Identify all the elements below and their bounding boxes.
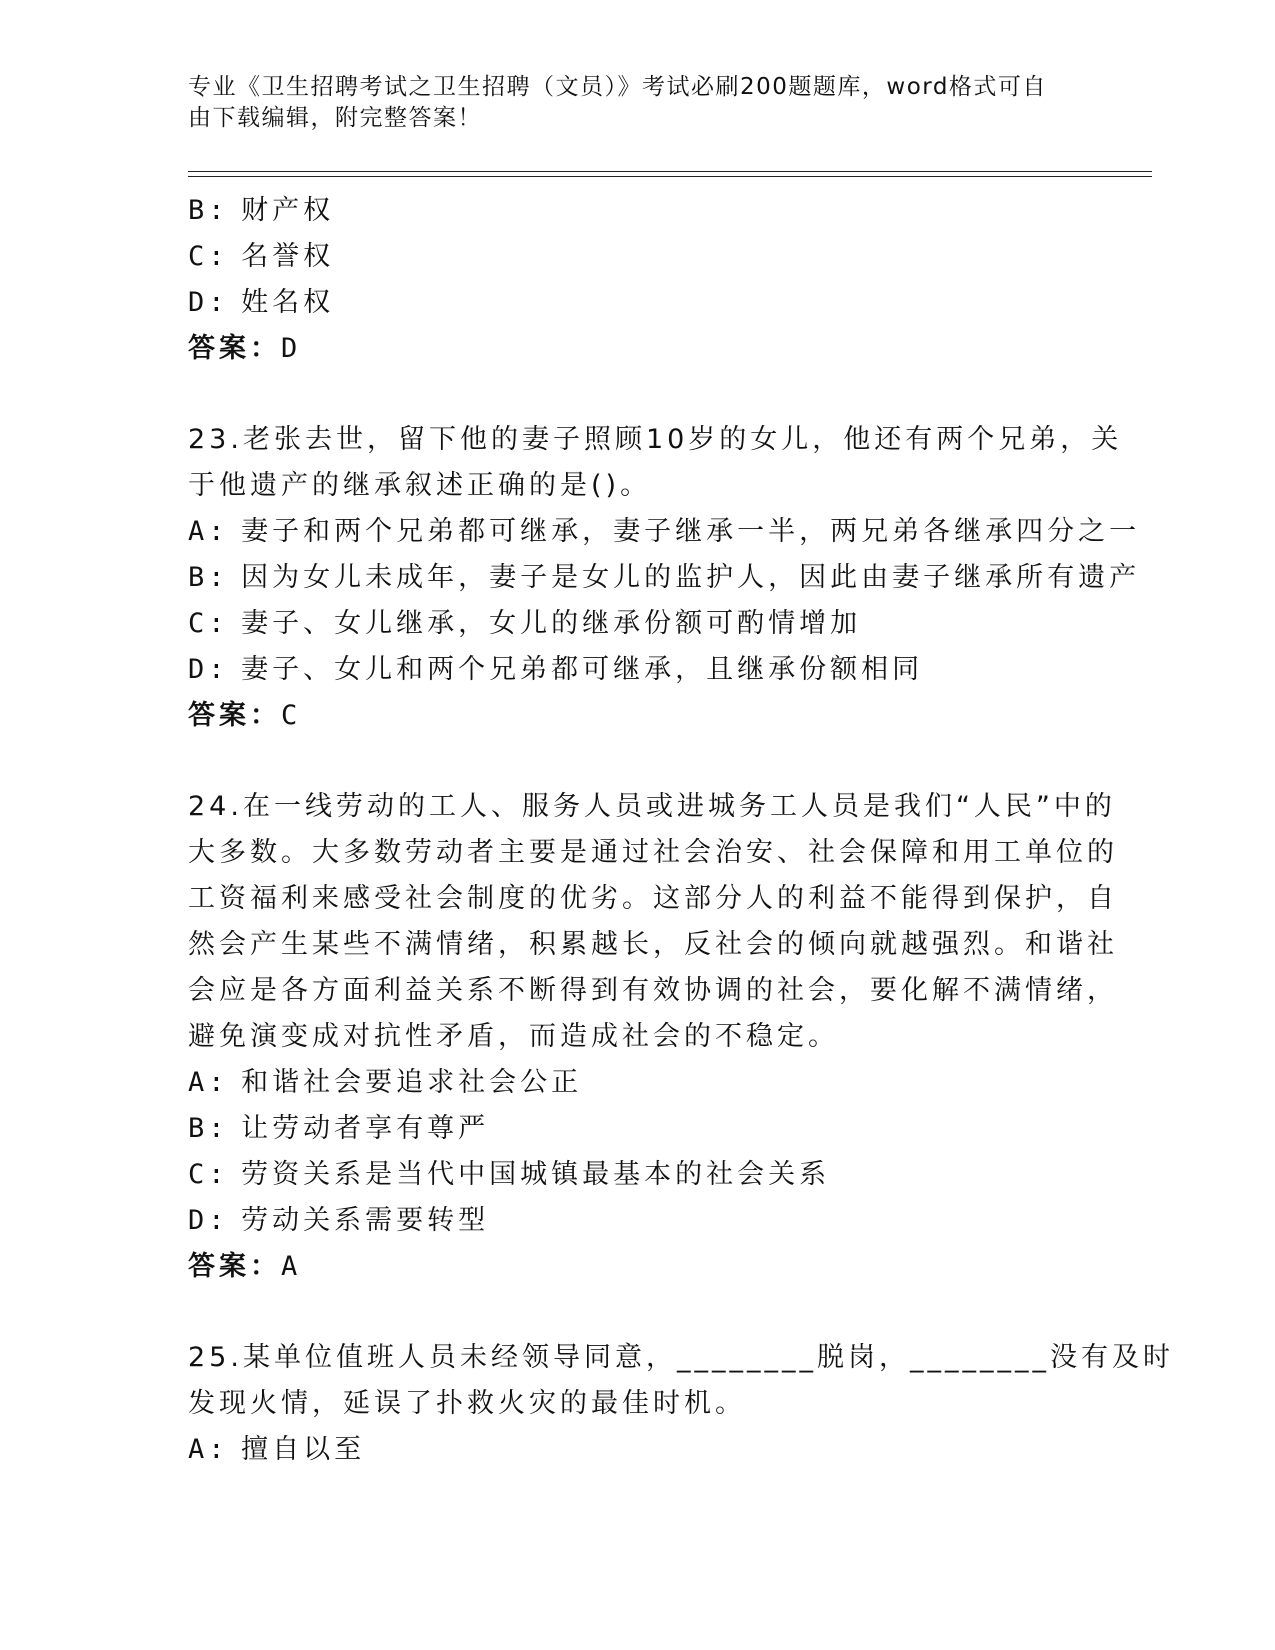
option-b bbox=[188, 188, 1088, 234]
option-key: B: bbox=[188, 1113, 229, 1144]
option-c bbox=[188, 601, 1088, 647]
question-block bbox=[188, 1335, 1174, 1473]
option-text: 妻子、女儿继承，女儿的继承份额可酌情增加 bbox=[241, 608, 862, 639]
option-key: A: bbox=[188, 1067, 229, 1098]
option-key: B: bbox=[188, 195, 229, 226]
document-header bbox=[188, 72, 1068, 134]
option-key: C: bbox=[188, 241, 229, 272]
question-stem-line: 然会产生某些不满情绪，积累越长，反社会的倾向就越强烈。和谐社 bbox=[188, 929, 1118, 960]
question-list bbox=[188, 188, 1174, 1473]
answer-value: A bbox=[281, 1251, 302, 1282]
question-stem-line: 于他遗产的继承叙述正确的是()。 bbox=[188, 470, 652, 501]
option-text: 劳动关系需要转型 bbox=[241, 1205, 490, 1236]
question-stem-line: 大多数。大多数劳动者主要是通过社会治安、社会保障和用工单位的 bbox=[188, 837, 1118, 868]
answer-label: 答案： bbox=[188, 700, 281, 731]
question-stem-line: 25.某单位值班人员未经领导同意，________脱岗，________没有及时 bbox=[188, 1342, 1174, 1373]
option-text: 因为女儿未成年，妻子是女儿的监护人，因此由妻子继承所有遗产 bbox=[241, 562, 1141, 593]
question-stem-line: 23.老张去世，留下他的妻子照顾10岁的女儿，他还有两个兄弟，关 bbox=[188, 424, 1123, 455]
question-stem-line: 会应是各方面利益关系不断得到有效协调的社会，要化解不满情绪， bbox=[188, 975, 1118, 1006]
option-text: 妻子、女儿和两个兄弟都可继承，且继承份额相同 bbox=[241, 654, 924, 685]
option-a bbox=[188, 1427, 1088, 1473]
option-key: C: bbox=[188, 608, 229, 639]
answer-value: D bbox=[281, 333, 302, 364]
question-stem-line: 24.在一线劳动的工人、服务人员或进城务工人员是我们“人民”中的 bbox=[188, 791, 1116, 822]
option-d bbox=[188, 280, 1088, 326]
option-key: C: bbox=[188, 1159, 229, 1190]
option-text: 让劳动者享有尊严 bbox=[241, 1113, 490, 1144]
option-key: D: bbox=[188, 1205, 229, 1236]
answer-value: C bbox=[281, 700, 302, 731]
answer-line bbox=[188, 326, 1088, 372]
answer-label: 答案： bbox=[188, 1251, 281, 1282]
option-a bbox=[188, 1060, 1088, 1106]
question-block bbox=[188, 417, 1141, 739]
answer-label: 答案： bbox=[188, 333, 281, 364]
question-block bbox=[188, 784, 1118, 1290]
option-text: 劳资关系是当代中国城镇最基本的社会关系 bbox=[241, 1159, 831, 1190]
option-key: A: bbox=[188, 516, 229, 547]
option-text: 名誉权 bbox=[241, 241, 335, 272]
answer-line bbox=[188, 1244, 1088, 1290]
header-title: 专业《卫生招聘考试之卫生招聘（文员）》考试必刷200题题库，word格式可自由下载编辑，附完整答案！ bbox=[188, 74, 1047, 131]
option-text: 和谐社会要追求社会公正 bbox=[241, 1067, 583, 1098]
option-key: B: bbox=[188, 562, 229, 593]
option-c bbox=[188, 234, 1088, 280]
question-stem-line: 避免演变成对抗性矛盾，而造成社会的不稳定。 bbox=[188, 1021, 839, 1052]
option-b bbox=[188, 555, 1141, 601]
option-key: A: bbox=[188, 1434, 229, 1465]
option-text: 财产权 bbox=[241, 195, 335, 226]
question-stem-line: 发现火情，延误了扑救火灾的最佳时机。 bbox=[188, 1388, 746, 1419]
option-a bbox=[188, 509, 1141, 555]
option-text: 妻子和两个兄弟都可继承，妻子继承一半，两兄弟各继承四分之一 bbox=[241, 516, 1141, 547]
option-d bbox=[188, 647, 1088, 693]
option-key: D: bbox=[188, 287, 229, 318]
option-text: 擅自以至 bbox=[241, 1434, 366, 1465]
option-b bbox=[188, 1106, 1088, 1152]
option-c bbox=[188, 1152, 1088, 1198]
option-d bbox=[188, 1198, 1088, 1244]
header-divider-top bbox=[188, 171, 1152, 172]
question-stem-line: 工资福利来感受社会制度的优劣。这部分人的利益不能得到保护，自 bbox=[188, 883, 1118, 914]
option-text: 姓名权 bbox=[241, 287, 335, 318]
answer-line bbox=[188, 693, 1088, 739]
header-divider-bottom bbox=[188, 176, 1152, 177]
option-key: D: bbox=[188, 654, 229, 685]
question-block bbox=[188, 188, 1088, 372]
